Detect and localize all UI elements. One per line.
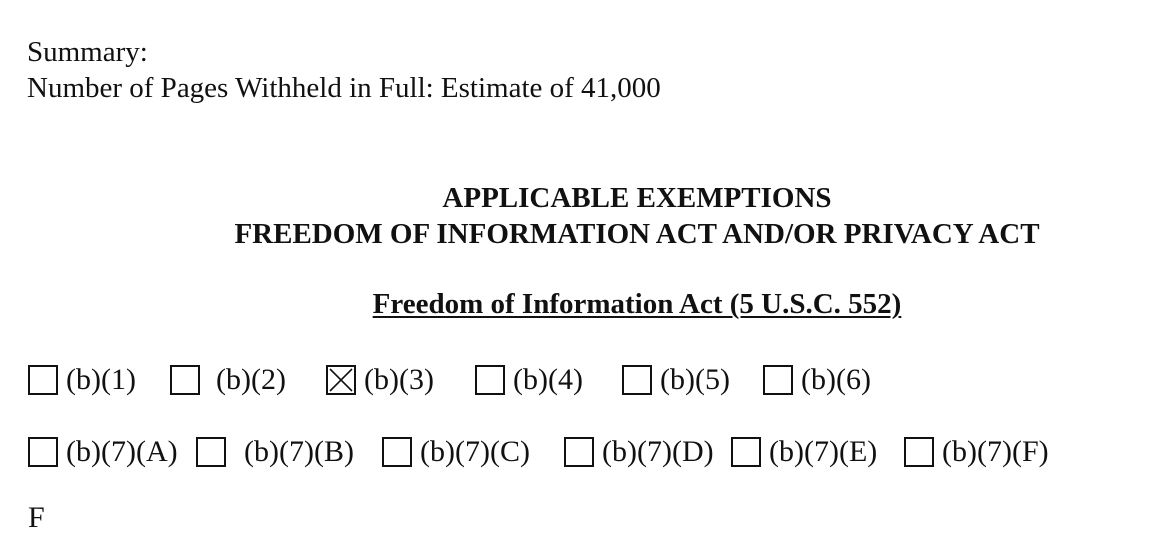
exemption-option-b3[interactable]: [326, 362, 434, 398]
label-b7a: (b)(7)(A): [66, 435, 178, 468]
checkbox-b7f[interactable]: [904, 437, 934, 467]
label-b4: (b)(4): [513, 363, 583, 396]
label-b7c: (b)(7)(C): [420, 435, 530, 468]
heading-line-1: APPLICABLE EXEMPTIONS: [442, 182, 832, 214]
label-b7b: (b)(7)(B): [244, 435, 354, 468]
next-line-fragment: F: [28, 501, 45, 534]
exemption-option-b5[interactable]: [622, 362, 730, 398]
exemption-option-b1[interactable]: [28, 362, 136, 398]
checkbox-b7d[interactable]: [564, 437, 594, 467]
checkbox-b1[interactable]: [28, 365, 58, 395]
exemption-option-b6[interactable]: [763, 362, 871, 398]
summary-label: Summary:: [27, 36, 148, 68]
label-b6: (b)(6): [801, 363, 871, 396]
checkmark-x-icon: [328, 367, 354, 393]
checkbox-b2[interactable]: [170, 365, 200, 395]
label-b3: (b)(3): [364, 363, 434, 396]
label-b1: (b)(1): [66, 363, 136, 396]
label-b2: (b)(2): [216, 363, 286, 396]
exemption-option-b2[interactable]: [170, 362, 286, 398]
exemption-option-b7f[interactable]: [904, 434, 1049, 470]
checkbox-b4[interactable]: [475, 365, 505, 395]
exemption-option-b7c[interactable]: [382, 434, 530, 470]
pages-withheld-text: Number of Pages Withheld in Full: Estimate of 41,000: [27, 72, 661, 104]
exemption-option-b7d[interactable]: [564, 434, 714, 470]
checkbox-b6[interactable]: [763, 365, 793, 395]
exemptions-heading: [0, 180, 1174, 252]
label-b5: (b)(5): [660, 363, 730, 396]
foia-title: Freedom of Information Act (5 U.S.C. 552): [372, 288, 902, 320]
foia-subheading: [0, 286, 1174, 322]
exemption-option-b7e[interactable]: [731, 434, 877, 470]
checkbox-b7a[interactable]: [28, 437, 58, 467]
summary-block: [27, 34, 661, 106]
exemption-option-b4[interactable]: [475, 362, 583, 398]
exemption-option-b7b[interactable]: [196, 434, 354, 470]
checkbox-b7b[interactable]: [196, 437, 226, 467]
checkbox-b5[interactable]: [622, 365, 652, 395]
checkbox-b7e[interactable]: [731, 437, 761, 467]
heading-line-2: FREEDOM OF INFORMATION ACT AND/OR PRIVACY ACT: [234, 218, 1040, 250]
checkbox-b7c[interactable]: [382, 437, 412, 467]
label-b7e: (b)(7)(E): [769, 435, 878, 468]
label-b7f: (b)(7)(F): [942, 435, 1049, 468]
checkbox-b3-checked[interactable]: [326, 365, 356, 395]
label-b7d: (b)(7)(D): [602, 435, 714, 468]
exemption-option-b7a[interactable]: [28, 434, 178, 470]
